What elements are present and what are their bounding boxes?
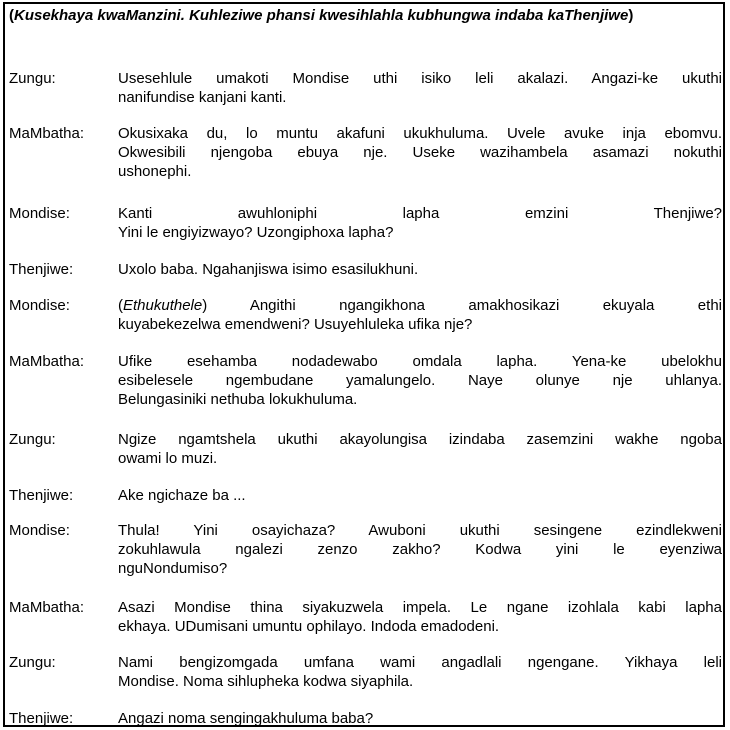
speaker-name: Thenjiwe: bbox=[9, 487, 74, 504]
speech-line: owami lo muzi. bbox=[118, 450, 218, 467]
speech-line: Okwesibili njengoba ebuya nje. Useke wazihambela asamazi nokuthi bbox=[118, 144, 722, 161]
speech-text bbox=[118, 709, 722, 728]
speaker-name: Mondise: bbox=[9, 205, 70, 222]
stage-open-paren: ( bbox=[9, 7, 14, 24]
speech-line: ushonephi. bbox=[118, 163, 192, 180]
speech-line: nguNondumiso? bbox=[118, 560, 228, 577]
speech-text bbox=[118, 69, 722, 107]
speech-line: Kanti awuhloniphi lapha emzini Thenjiwe? bbox=[118, 205, 722, 222]
speech-line: Uxolo baba. Ngahanjiswa isimo esasilukhuni. bbox=[118, 261, 419, 278]
speech-line: Usesehlule umakoti Mondise uthi isiko leli akalazi. Angazi-ke ukuthi bbox=[118, 70, 722, 87]
aside-direction: Ethukuthele bbox=[123, 297, 203, 314]
aside-close-paren: ) bbox=[202, 297, 208, 314]
speaker-name: Thenjiwe: bbox=[9, 261, 74, 278]
speech-line: Ake ngichaze ba ... bbox=[118, 487, 246, 504]
speech-text bbox=[118, 260, 722, 279]
speech-line: esibelesele ngembudane yamalungelo. Naye olunye nje uhlanya. bbox=[118, 372, 722, 389]
speaker-name: Zungu: bbox=[9, 654, 56, 671]
speech-line-text: Angithi ngangikhona amakhosikazi ekuyala ethi bbox=[249, 297, 722, 314]
speaker-name: Zungu: bbox=[9, 431, 56, 448]
speech-line: Ngize ngamtshela ukuthi akayolungisa izindaba zasemzini wakhe ngoba bbox=[118, 431, 722, 448]
speech-line: zokuhlawula ngalezi zenzo zakho? Kodwa yini le eyenziwa bbox=[118, 541, 722, 558]
speaker-name: Mondise: bbox=[9, 522, 70, 539]
speech-line: Yini le engiyizwayo? Uzongiphoxa lapha? bbox=[118, 224, 394, 241]
speech-line: Thula! Yini osayichaza? Awuboni ukuthi sesingene ezindlekweni bbox=[118, 522, 722, 539]
speech-line: Mondise. Noma sihlupheka kodwa siyaphila. bbox=[118, 673, 414, 690]
speech-line: kuyabekezelwa emendweni? Usuyehluleka ufika nje? bbox=[118, 316, 473, 333]
speaker-name: MaMbatha: bbox=[9, 599, 85, 616]
speaker-name: Mondise: bbox=[9, 297, 70, 314]
stage-close-paren: ) bbox=[628, 7, 634, 24]
speech-text bbox=[118, 598, 722, 636]
speech-text bbox=[118, 296, 722, 334]
speech-line: nanifundise kanjani kanti. bbox=[118, 89, 287, 106]
speech-line: Angazi noma sengingakhuluma baba? bbox=[118, 710, 374, 727]
speech-text bbox=[118, 124, 722, 181]
speech-text bbox=[118, 521, 722, 578]
speech-line: Ufike esehamba nodadewabo omdala lapha. Yena-ke ubelokhu bbox=[118, 353, 722, 370]
speaker-name: Thenjiwe: bbox=[9, 710, 74, 727]
speech-text bbox=[118, 430, 722, 468]
aside-open-paren: ( bbox=[118, 297, 123, 314]
speaker-name: Zungu: bbox=[9, 70, 56, 87]
speech-line: ekhaya. UDumisani umuntu ophilayo. Indoda emadodeni. bbox=[118, 618, 500, 635]
stage-direction bbox=[9, 6, 721, 25]
speech-text bbox=[118, 352, 722, 409]
speech-line: Asazi Mondise thina siyakuzwela impela. Le ngane izohlala kabi lapha bbox=[118, 599, 722, 616]
stage-direction-text: Kusekhaya kwaManzini. Kuhleziwe phansi kwesihlahla kubhungwa indaba kaThenjiwe bbox=[14, 7, 629, 24]
speaker-name: MaMbatha: bbox=[9, 125, 85, 142]
speaker-name: MaMbatha: bbox=[9, 353, 85, 370]
speech-text bbox=[118, 653, 722, 691]
speech-line: Belungasiniki nethuba lokukhuluma. bbox=[118, 391, 358, 408]
dialogue-frame bbox=[3, 2, 725, 727]
speech-text bbox=[118, 486, 722, 505]
speech-line: Okusixaka du, lo muntu akafuni ukukhuluma. Uvele avuke inja ebomvu. bbox=[118, 125, 722, 142]
speech-line: Nami bengizomgada umfana wami angadlali ngengane. Yikhaya leli bbox=[118, 654, 722, 671]
speech-text bbox=[118, 204, 722, 242]
speech-line bbox=[118, 296, 722, 315]
